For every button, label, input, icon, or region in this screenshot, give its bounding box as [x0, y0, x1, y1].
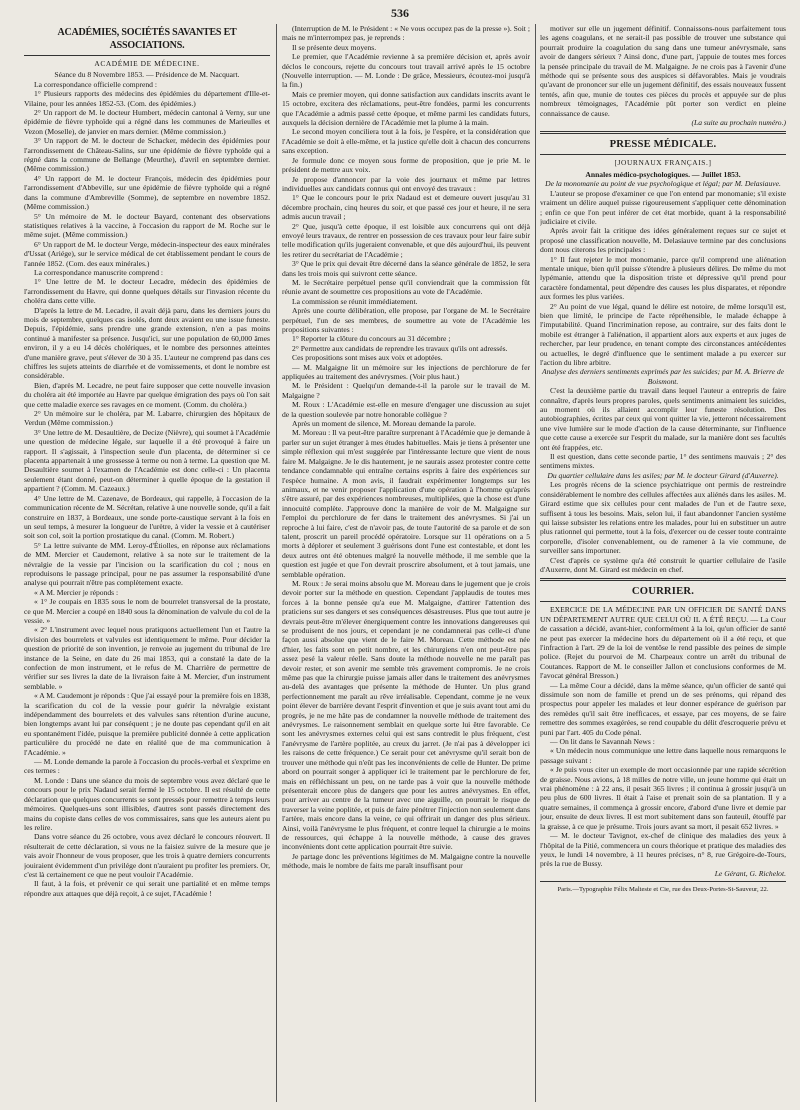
paragraph: 1° Que le concours pour le prix Nadaud est et demeure ouvert jusqu'au 31 décembre prochain, cinq heures du soir, et que passé ces jour et heure, il ne sera admis aucun travail ;	[282, 193, 530, 222]
paragraph: M. le Secrétaire perpétuel pense qu'il conviendrait que la commission fût réunie avant de soumettre ces propositions au vote de l'Académie.	[282, 277, 530, 297]
paragraph: M. Roux : L'Académie est-elle en mesure d'engager une discussion au sujet de la question soulevée par notre honorable collègue ?	[282, 400, 530, 419]
paragraph: M. le Président : Quelqu'un demande-t-il la parole sur le travail de M. Malgaigne ?	[282, 381, 530, 400]
paragraph: 5° Un mémoire de M. le docteur Bayard, contenant des observations statistiques relatives à la vaccine, à l'occasion du rapport de M. Roche sur le même sujet. (Même commission.)	[24, 211, 270, 240]
column-3	[540, 24, 786, 1106]
paragraph: M. Roux : Je serai moins absolu que M. Moreau dans le jugement que je crois devoir porter sur la méthode en question. Cependant j'applaudis de toutes mes forces à la bonne pensée qu'a eue M. Malgaigne, d'attirer l'attention des praticiens sur ses dangers et ses conséquences désastreuses. Plus que tout autre je devrais peut-être m'élever énergiquement contre les innovations dangereuses qui se produisent de nos jours, et cependant je ne condamnerai pas celle-ci d'une façon aussi absolue que vient de le faire M. Moreau. Cette méthode est née d'hier, les faits sont en petit nombre, et les chirurgiens n'en ont peut-être pas assez pesé la valeur réelle. Sans doute la méthode nouvelle ne me paraît pas devoir rester, et son avenir me semble très gravement compromis. Je ne crois même pas que la chirurgie puisse jamais aller dans le traitement des anévrysmes au-delà des avantages que présente la méthode de Hunter. Un plus grand perfectionnement me paraît au rêve irréalisable. Cependant, comme je ne veux point élever de barrière devant l'esprit d'invention et que je suis avant tout ami du progrès, je ne me hâte pas de condamner la nouvelle méthode de traitement des anévrysmes. Le raisonnement semblait en quelque sorte lui être favorable. Ce sont les anévrysmes externes celui qui est sans contredit le plus fréquent, c'est l'anévrysme de l'artère poplitée, au creux du jarret. (Je n'ai pas à développer ici les raisons de cette fréquence.) Ce serait pour cet anévrysme qu'il serait bon de trouver une méthode qui n'eût pas les inconvénients de celle de Hunter. De prime abord on pourrait songer à appliquer ici le traitement par le perchlorure de fer, mais en réfléchissant un peu, on ne tarde pas à voir que la nouvelle méthode présenterait encore plus de dangers que pour les autres anévrysmes. En effet, pour arriver au centre de la tumeur avec une aiguille, on pourrait le risque de traverser la veine poplitée, et puis de faire pénétrer l'injection non seulement dans l'artère, mais encore dans la veine, ce qui offrirait un danger des plus sérieux. Ainsi, voilà l'anévrysme le plus fréquent, et contre lequel la chirurgie a le moins de ressources, qui échappe à la nouvelle méthode, à cause des graves inconvénients dont cette application pourrait être suivie.	[282, 578, 530, 852]
paragraph: L'auteur se propose d'examiner ce que l'on entend par monomanie; s'il existe vraiment un délire auquel puisse rigoureusement s'appliquer cette dénomination ; enfin ce que l'on peut inférer de cet état morbide, quant à la responsabilité judiciaire et civile.	[540, 188, 786, 226]
paragraph: D'après la lettre de M. Lecadre, il avait déjà paru, dans les derniers jours du mois de septembre, quelques cas isolés, dont deux avaient eu une issue funeste. Depuis, l'épidémie, sans prendre une grande extension, n'en a pas moins continué à manifester sa présence. Jusqu'ici, sur une population de 60,000 âmes environ, il y a eu 14 décès cholériques, et le nombre des personnes atteintes d'une manière grave, peut s'élever de 30 à 35. L'auteur ne comprend pas dans ces chiffres les sujets atteints de diarrhée et de vomissements, et dont le nombre est considérable.	[24, 305, 270, 381]
paragraph: « 1° Je coupais en 1835 sous le nom de bourrelet transversal de la prostate, ce que M. Mercier a coupé en 1840 sous la dénomination de valvule du col de la vessie. »	[24, 597, 270, 625]
paragraph: Il se présente deux moyens.	[292, 42, 377, 52]
paragraph: M. Moreau : Il va peut-être paraître surprenant à l'Académie que je demande à parler sur un sujet étranger à mes études habituelles. Mais je tiens à présenter une simple réflexion qui m'est suggérée par l'intéressante lecture que vient de nous faire M. Malgaigne. Je le dis hautement, je ne saurais assez protester contre cette tendance condamnable qui entraîne certains esprits à faire des expériences sur l'espèce humaine. A mon avis, il faudrait expérimenter longtemps sur les animaux, et ne venir proposer l'application d'une opération à l'homme qu'après s'être assuré, par des expériences nombreuses, multipliées, que la chose est d'une innocuité complète. J'approuve donc la manière de voir de M. Malgaigne sur l'emploi du perchlorure de fer dans le traitement des anévrysmes. Si j'ai un reproche à lui faire, c'est de n'avoir pas, de toute l'autorité de sa parole et de son talent, proscrit un pareil procédé opératoire. Lorsque sur 11 opérations on a 5 morts à déplorer et seulement 3 guérisons dont l'une est contestable, et dont les deux autres ont été obtenues malgré la nouvelle méthode, il me semble que la question est jugée et que l'on devrait proscrire absolument, et à tout jamais, une semblable opération.	[282, 428, 530, 579]
divider	[24, 55, 270, 56]
gerant-signature: Le Gérant, G. Richelot.	[714, 868, 786, 878]
paragraph: 2° Permettre aux candidats de reprendre les travaux qu'ils ont adressés.	[292, 343, 508, 353]
paragraph: Dans votre séance du 26 octobre, vous avez déclaré le concours réouvert. Il résulterait de cette déclaration, si vous ne la faisiez suivre de la mesure que je vais avoir l'honneur de vous proposer, que les trois à quatre derniers concurrents jouiraient évidemment d'un privilége dont n'auraient pu profiter les premiers. Or, c'est là certainement ce que ne peut vouloir l'Académie.	[24, 832, 270, 879]
page-number: 536	[391, 6, 409, 20]
press-article-title: Du quartier cellulaire dans les asiles; par M. le docteur Girard (d'Auxerre).	[547, 470, 779, 480]
paragraph: 4° Une lettre de M. Cazenave, de Bordeaux, qui rappelle, à l'occasion de la communication récente de M. Sécrétan, relative à une nouvelle sonde, qu'il a fait construire en 1837, à Bordeaux, une sonde porte-caustique servant à la fois en un seul temps, à mesurer la longueur de l'urètre, à vider la vessie et à cautériser soit son col, soit la portion prostatique du canal. (Comm. M. Robert.)	[24, 493, 270, 541]
paragraph: 5° La lettre suivante de MM. Leroy-d'Étiolles, en réponse aux réclamations de MM. Mercier et Caudemont, relative à sa note sur le traitement de la névralgie de la vessie par l'incision ou la scarification du col ; nous en reproduisons le passage principal, pour ne pas assumer la responsabilité d'une analyse qui pourrait n'être pas complètement exacte.	[24, 540, 270, 588]
press-article-title: De la monomanie au point de vue psychologique et légal; par M. Delasiauve.	[545, 179, 781, 189]
divider	[540, 881, 786, 882]
paragraph: Après une courte délibération, elle propose, par l'organe de M. le Secrétaire perpétuel, l'un de ses membres, de soumettre au vote de l'Académie les propositions suivantes :	[282, 306, 530, 334]
paragraph: 3° Une lettre de M. Desaultière, de Decize (Nièvre), qui soumet à l'Académie une question de médecine légale, sur laquelle il a été provoqué à faire un rapport. Il s'agissait, à l'inspection seule d'un placenta, de déterminer si ce placenta appartenait à une grossesse à terme ou non à terme. La question que M. Desaultière soumet à l'examen de l'Académie est donc celle-ci : Un placenta seulement étant donné, peut-on déterminer à quelle époque de la gestation il appartient ? (Comm. M. Cazeaux.)	[24, 427, 270, 494]
paragraph: Je formule donc ce moyen sous forme de proposition, que je prie M. le président de mettre aux voix.	[282, 155, 530, 175]
column-divider	[535, 24, 536, 1102]
imprint-line: Paris.—Typographie Félix Malteste et Cie, rue des Deux-Portes-St-Sauveur, 22.	[557, 886, 769, 894]
paragraph: 3° Un rapport de M. le docteur de Schacker, médecin des épidémies pour l'arrondissement de Château-Salins, sur une épidémie de fièvre typhoïde qui a régné dans la commune de Bellange (Meurthe), d'avril en septembre dernier. (Même commission.)	[24, 136, 270, 174]
paragraph: — M. Malgaigne lit un mémoire sur les injections de perchlorure de fer appliquées au traitement des anévrysmes. (Voir plus haut.)	[282, 362, 530, 382]
paragraph: — La même Cour a décidé, dans la même séance, qu'un officier de santé qui dissimule son nom de famille et prend un de ses prénoms, qui répand des prospectus pour appeler les malades et leur donner espérance de guérison par des remèdes qu'il sait être inefficaces, et essaye, par ces moyens, de se faire remettre des sommes exagérées, se rend coupable du délit d'escroquerie prévu et puni par l'art. 405 du Code pénal.	[540, 680, 786, 737]
paragraph: « A M. Caudemont je réponds : Que j'ai essayé pour la première fois en 1838, la scarification du col de la vessie pour guérir la névralgie existant indépendamment des bourrelets et des valvules sans rétention d'urine aucune, bien longtemps avant lui par conséquent ; je ne doute pas cependant qu'il en ait eu spontanément l'idée, puisque la première publicité donnée à cette application particulière du procédé ne date en réalité que de ma communication à l'Académie. »	[24, 691, 270, 757]
paragraph: Après avoir fait la critique des idées généralement reçues sur ce sujet et proposé une classification nouvelle, M. Delasiauve termine par des conclusions dont nous citerons les principales :	[540, 226, 786, 255]
paragraph: « 2° L'instrument avec lequel nous pratiquons actuellement l'un et l'autre la division des bourrelets et valvules est identiquement le même. Pour décider la question de priorité de son invention, je renvoie au jugement du tribunal de 1re instance de la Seine, en date du 26 mai 1853, qui a constaté la date de la confection de mon instrument, et le refus de M. Charrière de permettre de vérifier sur ses livres la date de la livraison faite à M. Mercier, d'un instrument semblable. »	[24, 625, 270, 691]
section-heading-academies: ACADÉMIES, SOCIÉTÉS SAVANTES ET ASSOCIATIONS.	[57, 27, 237, 51]
paragraph: 2° Un mémoire sur le choléra, par M. Labarre, chirurgien des hôpitaux de Verdun (Même commission.)	[24, 409, 270, 428]
section-heading-presse: PRESSE MÉDICALE.	[609, 139, 717, 151]
continuation-note: (La suite au prochain numéro.)	[691, 118, 786, 128]
paragraph: Bien, d'après M. Lecadre, ne peut faire supposer que cette nouvelle invasion du choléra ait été importée au Havre par quelque émigration des pays où l'on sait que cette maladie exerce ses ravages en ce moment. (Comm. du choléra.)	[24, 380, 270, 409]
paragraph: Je propose d'annoncer par la voie des journaux et même par lettres individuelles aux candidats connus qui ont envoyé des travaux :	[282, 174, 530, 193]
paragraph: « A M. Mercier je réponds :	[34, 587, 119, 597]
paragraph: « Je puis vous citer un exemple de mort occasionnée par une rapide sécrétion de graisse. Nous avions, à 18 milles de notre ville, un jeune homme qui était un vrai phénomène : à 22 ans, il pesait 365 livres ; il continua à grossir jusqu'à un peu plus de 600 livres. Il était à l'aise et prenait soin de sa plantation. Il y a quatre semaines, il commença à grossir encore, d'abord d'une livre et demie par jour, ensuite de deux livres. Il est mort subitement dans son fauteuil, étouffé par la graisse, à ce que je présume. Trois jours avant sa mort, il pesait 652 livres. »	[540, 765, 786, 831]
paragraph: Il est question, dans cette seconde partie, 1° des sentimens mauvais ; 2° des sentimens mixtes.	[540, 452, 786, 471]
paragraph: motiver sur elle un jugement définitif. Connaissons-nous parfaitement tous les agens coagulans, et ne serait-il pas possible de trouver une substance qui pourrait produire la coagulation du sang dans une tumeur anévrysmale, sans avoir de dangers sérieux ? Ainsi donc, d'une part, j'appuie de toutes mes forces la pensée principale du travail de M. Malgaigne. Je ne crois pas à l'avenir d'une méthode qui se présente sous des auspices si défavorables. Mais je voudrais qu'avant de prononcer sur elle un jugement définitif, des essais nouveaux fussent tentés, afin que, munie de toutes ces pièces du procès et appuyée sur de plus nombreux témoignages, l'Académie pût porter son verdict en pleine connaissance de cause.	[540, 24, 786, 118]
paragraph: — M. Londe demande la parole à l'occasion du procès-verbal et s'exprime en ces termes :	[24, 757, 270, 776]
divider	[540, 154, 786, 155]
paragraph: EXERCICE DE LA MÉDECINE PAR UN OFFICIER DE SANTÉ DANS UN DÉPARTEMENT AUTRE QUE CELUI OÙ IL A ÉTÉ REÇU. — La Cour de cassation a décidé, avant-hier, conformément à la loi, qu'un officier de santé ne peut pas exercer la médecine hors du département où il a été reçu, et que l'infraction à l'art. 29 de la loi de ventôse le rend passible des peines de simple police. (Rejet du pourvoi de M. Charpeaux contre un arrêt du tribunal de Coutances. Rapport de M. le conseiller Jallon et conclusions conformes de M. l'avocat général Bresson.)	[540, 605, 786, 681]
paragraph: Les progrès récens de la science psychiatrique ont permis de restreindre considérablement le nombre des cellules affectées aux aliénés dans les asiles. M. Girard estime que six cellules pour cent malades de l'un et de l'autre sexe, suffisent à tous les besoins. Mais, selon lui, il faut abandonner l'ancien système qui laisse subsister les relations entre les malades, pour lui en substituer un autre plus rationnel qui permette, tout à la fois, d'exercer ou de cesser toute contrainte corporelle, d'isoler convenablement, ou de ramener à la vie commune, de surveiller sans importuner.	[540, 480, 786, 556]
section-heading-courrier: COURRIER.	[631, 586, 695, 598]
paragraph: Je partage donc les préventions légitimes de M. Malgaigne contre la nouvelle méthode, mais le nombre de faits me paraît insuffisant pour	[282, 851, 530, 871]
session-line: Séance du 8 Novembre 1853. — Présidence de M. Nacquart.	[54, 70, 240, 80]
press-article-title: Analyse des derniers sentiments exprimés par les suicides; par M. A. Brierre de Boismont.	[541, 367, 785, 386]
paragraph: 6° Un rapport de M. le docteur Verge, médecin-inspecteur des eaux minérales d'Ussat (Ariége), sur le service médical de cet établissement pendant le cours de l'année 1852. (Com. des eaux minérales.)	[24, 239, 270, 268]
column-divider	[276, 24, 277, 1102]
paragraph: Ces propositions sont mises aux voix et adoptées.	[292, 353, 443, 363]
paragraph: 3° Que le prix qui devait être décerné dans la séance générale de 1852, le sera dans les trois mois qui suivront cette séance.	[282, 259, 530, 278]
paragraph: Après un moment de silence, M. Moreau demande la parole.	[292, 419, 476, 429]
paragraph: M. Londe : Dans une séance du mois de septembre vous avez déclaré que le concours pour le prix Nadaud serait fermé le 15 octobre. Il est résulté de cette déclaration que quelques concurrents se sont pressés pour remettre à temps leurs mémoires. Quelques-uns sont illisibles, d'autres sont passés directement des mains du copiste dans celles de vos commissaires, sans que les auteurs aient pu les relire.	[24, 775, 270, 832]
divider	[540, 578, 786, 581]
paragraph: C'est la deuxième partie du travail dans lequel l'auteur a entrepris de faire connaître, d'après leurs propres paroles, quels sentiments animaient les suicides, au moment où ils allaient accomplir leur funeste résolution. Des autobiographies, écrites par ceux qui vont quitter la vie, jetteront nécessairement une vive lumière sur le mode d'action de la cause déterminante, sur l'influence que cette cause a exercée sur l'esprit du malade, sur la manière dont ses facultés ont été frappées, etc.	[540, 386, 786, 452]
paragraph: (Interruption de M. le Président : « Ne vous occupez pas de la presse »). Soit ; mais ne m'interrompez pas, je reprends :	[282, 24, 530, 43]
subheading-academie: ACADÉMIE DE MÉDECINE.	[94, 59, 200, 68]
divider	[540, 601, 786, 602]
paragraph: 1° Il faut rejeter le mot monomanie, parce qu'il comprend une aliénation mentale unique, bien qu'il puisse s'étendre à plusieurs délires. De même du mot lypémanie, attendu que la disposition triste et dépressive qu'il prend pour caractère fondamental, peut dépendre des causes les plus disparates, et répondre aux formes les plus variées.	[540, 254, 786, 302]
divider	[540, 131, 786, 134]
paragraph: 2° Un rapport de M. le docteur Humbert, médecin cantonal à Verny, sur une épidémie de fièvre typhoïde qui a régné dans les communes de Marieulles et Vezon (Moselle), de janvier en mars dernier. (Même commission.)	[24, 108, 270, 136]
paragraph: C'est d'après ce système qu'a été construit le quartier cellulaire de l'asile d'Auxerre, dont M. Girard est médecin en chef.	[540, 555, 786, 574]
paragraph: La correspondance officielle comprend :	[34, 79, 157, 89]
paragraph: 1° Une lettre de M. le docteur Lecadre, médecin des épidémies de l'arrondissement du Havre, qui donne quelques détails sur l'invasion récente du choléra dans cette ville.	[24, 277, 270, 306]
paragraph: La correspondance manuscrite comprend :	[34, 267, 164, 277]
column-1	[24, 24, 270, 1106]
paragraph: Le second moyen conciliera tout à la fois, je l'espère, et la considération que l'Académie se doit à elle-même, et la justice qu'elle doit à chacun des concurrens sans exception.	[282, 127, 530, 156]
paragraph: 2° Au point de vue légal, quand le délire est notoire, de même lorsqu'il est, bien que limité, le principe de l'acte répréhensible, le malade échappe à l'imputabilité. Quand l'incrimination repose, au contraire, sur des faits dont le mobile est étranger à l'aliénation, il appartient alors aux experts et aux juges de rechercher, par leur prudence, en tenant compte des circonstances antécédentes ou actuelles, le degré d'influence que le sentiment malade a pu exercer sur l'action du libre arbitre.	[540, 301, 786, 367]
paragraph: Mais ce premier moyen, qui donne satisfaction aux candidats inscrits avant le 15 octobre, excitera des réclamations, peut-être fondées, parmi les concurrents que l'Académie a admis passé cette époque, et même parmi les candidats futurs, auxquels la décision dernière de l'Académie met la plume à la main.	[282, 89, 530, 128]
press-journal: Annales médico-psychologiques. — Juillet 1853.	[585, 169, 741, 179]
paragraph: Le premier, que l'Académie revienne à sa première décision et, après avoir déclos le concours, rejette du concours tout travail arrivé après le 15 octobre (Nouvelle interruption. — M. Londe : De grâce, Messieurs, écoutez-moi jusqu'à la fin.)	[282, 52, 530, 90]
paragraph: 1° Reporter la clôture du concours au 31 décembre ;	[292, 334, 451, 344]
paragraph: La commission se réunit immédiatement.	[292, 296, 418, 306]
paragraph: 1° Plusieurs rapports des médecins des épidémies du département d'Ille-et-Vilaine, pour les années 1852-53. (Com. des épidémies.)	[24, 89, 270, 108]
column-2	[282, 24, 530, 1106]
paragraph: 2° Que, jusqu'à cette époque, il est loisible aux concurrens qui ont déjà envoyé leurs travaux, de rentrer en possession de ces travaux pour leur faire subir telle modification qu'ils jugeraient convenable, et que dès aujourd'hui, ils peuvent les retirer du secrétariat de l'Académie ;	[282, 221, 530, 259]
paragraph: 4° Un rapport de M. le docteur François, médecin des épidémies pour l'arrondissement d'Abbeville, sur une épidémie de fièvre typhoïde qui a régné dans la commune d'Ambreville (Somme), de septembre en novembre 1852. (Même commission.)	[24, 173, 270, 212]
paragraph: « Un médecin nous communique une lettre dans laquelle nous remarquons le passage suivant :	[540, 746, 786, 765]
paragraph: Il faut, à la fois, et prévenir ce qui serait une partialité et en même temps répondre aux attaques que déjà reçoit, à ce sujet, l'Académie !	[24, 879, 270, 898]
paragraph: — On lit dans le Savannah News :	[550, 737, 655, 747]
paragraph: — M. le docteur Tavignot, ex-chef de clinique des maladies des yeux à l'hôpital de la Pitié, commencera un cours théorique et pratique des maladies des yeux, le lundi 14 novembre, à 11 heures précises, n° 8, rue Grégoire-de-Tours, près la rue de Bussy.	[540, 831, 786, 869]
press-subheading: [JOURNAUX FRANÇAIS.]	[614, 158, 712, 168]
